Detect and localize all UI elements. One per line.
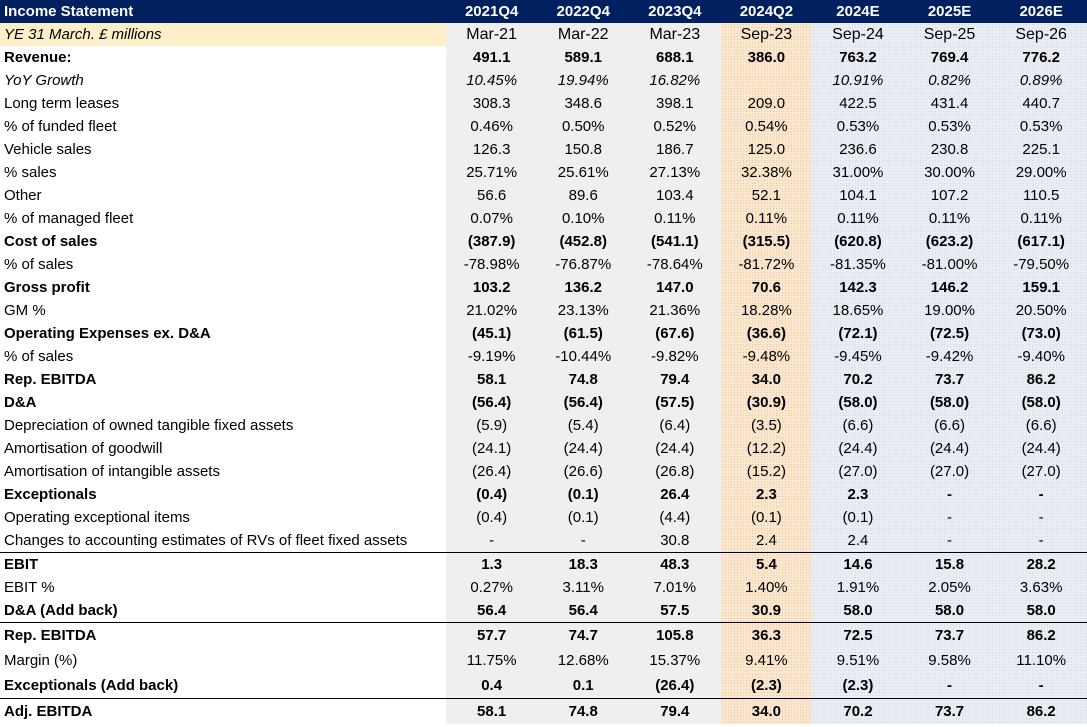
value-cell: (58.0)	[904, 391, 996, 414]
value-cell: -9.19%	[446, 345, 538, 368]
row-label: Other	[4, 187, 42, 204]
value-cell: 86.2	[995, 368, 1087, 391]
value-cell: 0.07%	[446, 207, 538, 230]
value-cell: 0.11%	[995, 207, 1087, 230]
table-row	[0, 138, 1087, 161]
value-cell: (15.2)	[721, 460, 813, 483]
value-cell: 769.4	[904, 46, 996, 69]
value-cell: 25.61%	[537, 161, 629, 184]
value-cell: (6.6)	[995, 414, 1087, 437]
table-row	[0, 69, 1087, 92]
table-row	[0, 230, 1087, 253]
column-header: 2023Q4	[629, 0, 721, 23]
value-cell: 225.1	[995, 138, 1087, 161]
value-cell: 10.45%	[446, 69, 538, 92]
value-cell: -	[904, 506, 996, 529]
value-cell: 14.6	[812, 553, 904, 577]
value-cell: (24.4)	[904, 437, 996, 460]
value-cell: (620.8)	[812, 230, 904, 253]
row-label: Long term leases	[4, 95, 120, 112]
value-cell: (26.8)	[629, 460, 721, 483]
value-cell: 58.1	[446, 368, 538, 391]
row-label: Depreciation of owned tangible fixed assets	[4, 417, 294, 434]
value-cell: 73.7	[904, 368, 996, 391]
value-cell: 57.5	[629, 599, 721, 623]
value-cell: 57.7	[446, 623, 538, 649]
row-label: Rep. EBITDA	[0, 623, 446, 649]
value-cell: 0.82%	[904, 69, 996, 92]
value-cell: 79.4	[629, 368, 721, 391]
value-cell: 58.0	[812, 599, 904, 623]
value-cell: 125.0	[721, 138, 813, 161]
table-row	[0, 207, 1087, 230]
value-cell: 72.5	[812, 623, 904, 649]
value-cell: 0.1	[537, 673, 629, 699]
table-row	[0, 46, 1087, 69]
value-cell: 2.4	[721, 529, 813, 553]
value-cell: (0.4)	[446, 483, 538, 506]
value-cell: (4.4)	[629, 506, 721, 529]
value-cell: 26.4	[629, 483, 721, 506]
value-cell: 27.13%	[629, 161, 721, 184]
value-cell: 20.50%	[995, 299, 1087, 322]
value-cell: 146.2	[904, 276, 996, 299]
row-label: Amortisation of goodwill	[4, 440, 163, 457]
value-cell: 30.00%	[904, 161, 996, 184]
value-cell: 105.8	[629, 623, 721, 649]
period-cell: Mar-22	[537, 23, 629, 46]
value-cell: 32.38%	[721, 161, 813, 184]
value-cell: (56.4)	[537, 391, 629, 414]
table-row	[0, 391, 1087, 414]
value-cell: 58.0	[995, 599, 1087, 623]
value-cell: 70.2	[812, 368, 904, 391]
value-cell: -	[904, 529, 996, 553]
table-row	[0, 460, 1087, 483]
value-cell: -	[995, 483, 1087, 506]
value-cell: (26.4)	[446, 460, 538, 483]
value-cell: 30.8	[629, 529, 721, 553]
value-cell: 16.82%	[629, 69, 721, 92]
row-label: % sales	[4, 164, 57, 181]
value-cell: 110.5	[995, 184, 1087, 207]
row-label: Gross profit	[4, 279, 90, 296]
value-cell: (387.9)	[446, 230, 538, 253]
value-cell: (315.5)	[721, 230, 813, 253]
value-cell: 0.4	[446, 673, 538, 699]
value-cell: (24.4)	[812, 437, 904, 460]
value-cell: 36.3	[721, 623, 813, 649]
row-label: Operating exceptional items	[4, 509, 190, 526]
value-cell: 56.6	[446, 184, 538, 207]
value-cell: 776.2	[995, 46, 1087, 69]
value-cell: 0.89%	[995, 69, 1087, 92]
table-row	[0, 184, 1087, 207]
row-label: Revenue:	[4, 49, 72, 66]
value-cell: -81.35%	[812, 253, 904, 276]
value-cell: 431.4	[904, 92, 996, 115]
value-cell: (6.6)	[812, 414, 904, 437]
value-cell: 56.4	[537, 599, 629, 623]
period-cell: Mar-23	[629, 23, 721, 46]
value-cell: (56.4)	[446, 391, 538, 414]
value-cell: (72.1)	[812, 322, 904, 345]
value-cell: 58.1	[446, 699, 538, 725]
table-row	[0, 483, 1087, 506]
value-cell: 0.53%	[995, 115, 1087, 138]
period-cell: Sep-24	[812, 23, 904, 46]
value-cell: (67.6)	[629, 322, 721, 345]
value-cell: (27.0)	[812, 460, 904, 483]
value-cell: 308.3	[446, 92, 538, 115]
value-cell: 25.71%	[446, 161, 538, 184]
table-row	[0, 553, 1087, 577]
value-cell: 1.3	[446, 553, 538, 577]
value-cell: 688.1	[629, 46, 721, 69]
table-row	[0, 414, 1087, 437]
row-label: Rep. EBITDA	[4, 371, 97, 388]
value-cell: 763.2	[812, 46, 904, 69]
value-cell: 48.3	[629, 553, 721, 577]
value-cell: (58.0)	[812, 391, 904, 414]
value-cell: 0.54%	[721, 115, 813, 138]
table-row	[0, 253, 1087, 276]
value-cell: 0.52%	[629, 115, 721, 138]
value-cell: -	[904, 483, 996, 506]
value-cell: (12.2)	[721, 437, 813, 460]
value-cell: -9.45%	[812, 345, 904, 368]
value-cell: 0.53%	[904, 115, 996, 138]
column-header: 2026E	[995, 0, 1087, 23]
table-row	[0, 599, 1087, 623]
table-title: Income Statement	[0, 0, 446, 23]
row-label: % of sales	[4, 256, 74, 273]
value-cell: (6.4)	[629, 414, 721, 437]
value-cell: 10.91%	[812, 69, 904, 92]
value-cell: 0.11%	[629, 207, 721, 230]
value-cell: 159.1	[995, 276, 1087, 299]
table-row	[0, 345, 1087, 368]
value-cell: (3.5)	[721, 414, 813, 437]
value-cell: (617.1)	[995, 230, 1087, 253]
row-label: Margin (%)	[4, 652, 78, 669]
row-label: Changes to accounting estimates of RVs of fleet fixed assets	[4, 532, 408, 549]
value-cell: 74.7	[537, 623, 629, 649]
value-cell: 73.7	[904, 623, 996, 649]
value-cell: (36.6)	[721, 322, 813, 345]
value-cell: 31.00%	[812, 161, 904, 184]
value-cell: 18.65%	[812, 299, 904, 322]
value-cell: 86.2	[995, 623, 1087, 649]
value-cell: (0.1)	[537, 506, 629, 529]
value-cell: 7.01%	[629, 576, 721, 599]
value-cell: (24.1)	[446, 437, 538, 460]
value-cell: 11.75%	[446, 648, 538, 673]
value-cell: 0.11%	[904, 207, 996, 230]
value-cell: (623.2)	[904, 230, 996, 253]
value-cell: -81.72%	[721, 253, 813, 276]
value-cell: -81.00%	[904, 253, 996, 276]
value-cell: 19.94%	[537, 69, 629, 92]
row-label: D&A (Add back)	[4, 602, 118, 619]
value-cell: 2.3	[812, 483, 904, 506]
period-cell: Mar-21	[446, 23, 538, 46]
value-cell: 19.00%	[904, 299, 996, 322]
value-cell: 18.3	[537, 553, 629, 577]
row-label: Exceptionals	[4, 486, 97, 503]
value-cell: -9.42%	[904, 345, 996, 368]
table-row	[0, 322, 1087, 345]
value-cell: 147.0	[629, 276, 721, 299]
value-cell: 1.40%	[721, 576, 813, 599]
value-cell: (24.4)	[629, 437, 721, 460]
value-cell: 58.0	[904, 599, 996, 623]
value-cell: 3.63%	[995, 576, 1087, 599]
value-cell: 0.46%	[446, 115, 538, 138]
value-cell: 209.0	[721, 92, 813, 115]
value-cell: 236.6	[812, 138, 904, 161]
value-cell: -	[537, 529, 629, 553]
value-cell: 0.10%	[537, 207, 629, 230]
value-cell: (5.9)	[446, 414, 538, 437]
row-label: Operating Expenses ex. D&A	[4, 325, 211, 342]
value-cell: (2.3)	[812, 673, 904, 699]
row-label: Amortisation of intangible assets	[4, 463, 220, 480]
table-row	[0, 673, 1087, 699]
value-cell: 348.6	[537, 92, 629, 115]
row-label: YoY Growth	[4, 72, 84, 89]
period-row	[0, 23, 1087, 46]
value-cell: (0.1)	[721, 506, 813, 529]
table-row	[0, 648, 1087, 673]
row-label: % of sales	[4, 348, 74, 365]
value-cell: (26.6)	[537, 460, 629, 483]
value-cell: 589.1	[537, 46, 629, 69]
table-row	[0, 576, 1087, 599]
value-cell: 0.11%	[721, 207, 813, 230]
value-cell: 73.7	[904, 699, 996, 725]
value-cell: 29.00%	[995, 161, 1087, 184]
table-row	[0, 506, 1087, 529]
value-cell: (2.3)	[721, 673, 813, 699]
table-row	[0, 529, 1087, 553]
row-label: Vehicle sales	[4, 141, 92, 158]
value-cell: (72.5)	[904, 322, 996, 345]
value-cell: 21.02%	[446, 299, 538, 322]
value-cell: 2.4	[812, 529, 904, 553]
row-label: Cost of sales	[4, 233, 98, 250]
value-cell: -	[904, 673, 996, 699]
row-label: EBIT %	[4, 579, 55, 596]
value-cell: 9.51%	[812, 648, 904, 673]
row-label: % of funded fleet	[4, 118, 117, 135]
value-cell: 230.8	[904, 138, 996, 161]
value-cell: 0.50%	[537, 115, 629, 138]
value-cell: -78.64%	[629, 253, 721, 276]
row-label: Adj. EBITDA	[0, 699, 446, 725]
value-cell: (0.1)	[812, 506, 904, 529]
value-cell: 2.3	[721, 483, 813, 506]
value-cell: (24.4)	[537, 437, 629, 460]
row-label: % of managed fleet	[4, 210, 134, 227]
value-cell: 150.8	[537, 138, 629, 161]
period-cell: Sep-23	[721, 23, 813, 46]
value-cell: (24.4)	[995, 437, 1087, 460]
value-cell: 186.7	[629, 138, 721, 161]
value-cell: 126.3	[446, 138, 538, 161]
value-cell: (0.1)	[537, 483, 629, 506]
value-cell: (26.4)	[629, 673, 721, 699]
value-cell: -	[995, 506, 1087, 529]
value-cell: 5.4	[721, 553, 813, 577]
value-cell: (452.8)	[537, 230, 629, 253]
value-cell: -9.48%	[721, 345, 813, 368]
value-cell: 0.27%	[446, 576, 538, 599]
value-cell: 15.37%	[629, 648, 721, 673]
value-cell: 70.2	[812, 699, 904, 725]
value-cell: 21.36%	[629, 299, 721, 322]
table-row	[0, 92, 1087, 115]
value-cell: (30.9)	[721, 391, 813, 414]
value-cell: 9.58%	[904, 648, 996, 673]
value-cell: 9.41%	[721, 648, 813, 673]
value-cell: 70.6	[721, 276, 813, 299]
column-header: 2025E	[904, 0, 996, 23]
value-cell: 104.1	[812, 184, 904, 207]
value-cell: -9.40%	[995, 345, 1087, 368]
value-cell: (58.0)	[995, 391, 1087, 414]
table-row	[0, 437, 1087, 460]
value-cell: 103.4	[629, 184, 721, 207]
value-cell: 422.5	[812, 92, 904, 115]
value-cell: 142.3	[812, 276, 904, 299]
value-cell: 0.53%	[812, 115, 904, 138]
value-cell: (73.0)	[995, 322, 1087, 345]
period-cell: Sep-25	[904, 23, 996, 46]
value-cell: (57.5)	[629, 391, 721, 414]
value-cell: 18.28%	[721, 299, 813, 322]
value-cell: 103.2	[446, 276, 538, 299]
table-row	[0, 368, 1087, 391]
value-cell: 28.2	[995, 553, 1087, 577]
value-cell: 107.2	[904, 184, 996, 207]
column-header: 2021Q4	[446, 0, 538, 23]
value-cell: 23.13%	[537, 299, 629, 322]
table-row	[0, 699, 1087, 725]
value-cell: 52.1	[721, 184, 813, 207]
value-cell: 1.91%	[812, 576, 904, 599]
value-cell: 386.0	[721, 46, 813, 69]
row-label: GM %	[4, 302, 46, 319]
value-cell: -78.98%	[446, 253, 538, 276]
table-body	[0, 23, 1087, 724]
value-cell: 79.4	[629, 699, 721, 725]
value-cell: (6.6)	[904, 414, 996, 437]
table-row	[0, 623, 1087, 649]
period-cell: Sep-26	[995, 23, 1087, 46]
value-cell: 3.11%	[537, 576, 629, 599]
value-cell: -	[995, 529, 1087, 553]
value-cell	[721, 69, 813, 92]
value-cell: (0.4)	[446, 506, 538, 529]
value-cell: 0.11%	[812, 207, 904, 230]
value-cell: 74.8	[537, 368, 629, 391]
value-cell: 136.2	[537, 276, 629, 299]
column-header: 2022Q4	[537, 0, 629, 23]
value-cell: (27.0)	[904, 460, 996, 483]
value-cell: 15.8	[904, 553, 996, 577]
column-header: 2024E	[812, 0, 904, 23]
column-header: 2024Q2	[721, 0, 813, 23]
row-label: Exceptionals (Add back)	[4, 677, 179, 694]
value-cell: 398.1	[629, 92, 721, 115]
value-cell: 74.8	[537, 699, 629, 725]
value-cell: 34.0	[721, 368, 813, 391]
value-cell: 30.9	[721, 599, 813, 623]
value-cell: 440.7	[995, 92, 1087, 115]
value-cell: 89.6	[537, 184, 629, 207]
header-row	[0, 0, 1087, 23]
value-cell: (45.1)	[446, 322, 538, 345]
value-cell: -	[446, 529, 538, 553]
value-cell: (61.5)	[537, 322, 629, 345]
table-row	[0, 276, 1087, 299]
table-row	[0, 161, 1087, 184]
table-row	[0, 299, 1087, 322]
value-cell: -9.82%	[629, 345, 721, 368]
value-cell: 34.0	[721, 699, 813, 725]
value-cell: 56.4	[446, 599, 538, 623]
units-label: YE 31 March. £ millions	[0, 23, 446, 46]
value-cell: -79.50%	[995, 253, 1087, 276]
value-cell: (5.4)	[537, 414, 629, 437]
value-cell: -10.44%	[537, 345, 629, 368]
value-cell: -	[995, 673, 1087, 699]
value-cell: 86.2	[995, 699, 1087, 725]
value-cell: 491.1	[446, 46, 538, 69]
value-cell: (541.1)	[629, 230, 721, 253]
value-cell: -76.87%	[537, 253, 629, 276]
row-label: EBIT	[0, 553, 446, 577]
value-cell: 12.68%	[537, 648, 629, 673]
row-label: D&A	[4, 394, 37, 411]
table-row	[0, 115, 1087, 138]
value-cell: (27.0)	[995, 460, 1087, 483]
value-cell: 11.10%	[995, 648, 1087, 673]
value-cell: 2.05%	[904, 576, 996, 599]
